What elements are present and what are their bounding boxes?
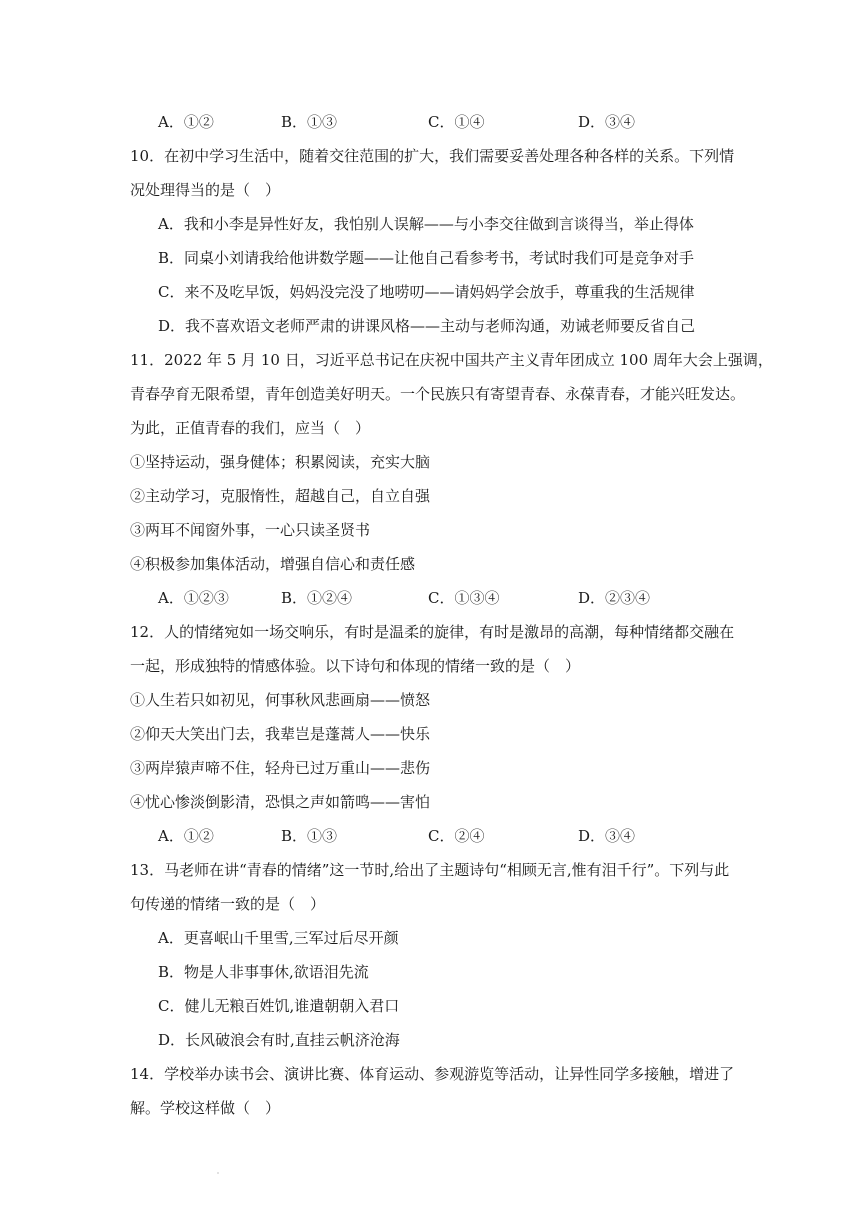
option-c: C．①③④: [428, 589, 500, 607]
q13-stem-line-1: 13．马老师在讲“青春的情绪”这一节时,给出了主题诗句“相顾无言,惟有泪千行”。下列与此: [130, 861, 730, 879]
q13-option-d: D．长风破浪会有时,直挂云帆济沧海: [158, 1031, 400, 1049]
option-c: C．①④: [428, 113, 485, 131]
q10-stem-line-2: 况处理得当的是（ ）: [130, 181, 281, 199]
q12-item-2: ②仰天大笑出门去，我辈岂是蓬蒿人——快乐: [130, 725, 431, 743]
option-d: D．②③④: [578, 589, 651, 607]
q10-option-c: C．来不及吃早饭，妈妈没完没了地唠叨——请妈妈学会放手，尊重我的生活规律: [158, 283, 695, 301]
option-a: A．①②: [158, 113, 214, 131]
q12-stem-line-2: 一起，形成独特的情感体验。以下诗句和体现的情绪一致的是（ ）: [130, 657, 581, 675]
q13-option-c: C．健儿无粮百姓饥,谁遣朝朝入君口: [158, 997, 400, 1015]
q13-stem-line-2: 句传递的情绪一致的是（ ）: [130, 895, 326, 913]
q11-stem-line-2: 青春孕育无限希望，青年创造美好明天。一个民族只有寄望青春、永葆青春，才能兴旺发达。: [130, 385, 746, 403]
option-b: B．①③: [281, 827, 338, 845]
q11-stem-line-1: 11．2022 年 5 月 10 日，习近平总书记在庆祝中国共产主义青年团成立 100 周年大会上强调，: [130, 351, 773, 369]
option-a: A．①②③: [158, 589, 229, 607]
q11-item-4: ④积极参加集体活动，增强自信心和责任感: [130, 555, 416, 573]
q10-option-a: A．我和小李是异性好友，我怕别人误解——与小李交往做到言谈得当，举止得体: [158, 215, 694, 233]
option-c: C．②④: [428, 827, 485, 845]
q11-item-3: ③两耳不闻窗外事，一心只读圣贤书: [130, 521, 371, 539]
option-d: D．③④: [578, 827, 636, 845]
q11-item-2: ②主动学习，克服惰性，超越自己，自立自强: [130, 487, 431, 505]
page-speck: [217, 1172, 219, 1174]
option-b: B．①③: [281, 113, 338, 131]
option-b: B．①②④: [281, 589, 353, 607]
q10-option-b: B．同桌小刘请我给他讲数学题——让他自己看参考书，考试时我们可是竞争对手: [158, 249, 695, 267]
option-d: D．③④: [578, 113, 636, 131]
q12-stem-line-1: 12．人的情绪宛如一场交响乐，有时是温柔的旋律，有时是激昂的高潮，每种情绪都交融在: [130, 623, 735, 641]
q11-item-1: ①坚持运动，强身健体；积累阅读，充实大脑: [130, 453, 431, 471]
q12-item-1: ①人生若只如初见，何事秋风悲画扇——愤怒: [130, 691, 431, 709]
q14-stem-line-2: 解。学校这样做（ ）: [130, 1099, 281, 1117]
q10-stem-line-1: 10．在初中学习生活中，随着交往范围的扩大，我们需要妥善处理各种各样的关系。下列情: [130, 147, 735, 165]
q12-item-3: ③两岸猿声啼不住，轻舟已过万重山——悲伤: [130, 759, 431, 777]
q14-stem-line-1: 14．学校举办读书会、演讲比赛、体育运动、参观游览等活动，让异性同学多接触，增进了: [130, 1065, 735, 1083]
option-a: A．①②: [158, 827, 214, 845]
q13-option-b: B．物是人非事事休,欲语泪先流: [158, 963, 369, 981]
q10-option-d: D．我不喜欢语文老师严肃的讲课风格——主动与老师沟通，劝诫老师要反省自己: [158, 317, 696, 335]
q13-option-a: A．更喜岷山千里雪,三军过后尽开颜: [158, 929, 399, 947]
q12-item-4: ④忧心惨淡倒影清，恐惧之声如箭鸣——害怕: [130, 793, 431, 811]
q11-stem-line-3: 为此，正值青春的我们，应当（ ）: [130, 419, 371, 437]
